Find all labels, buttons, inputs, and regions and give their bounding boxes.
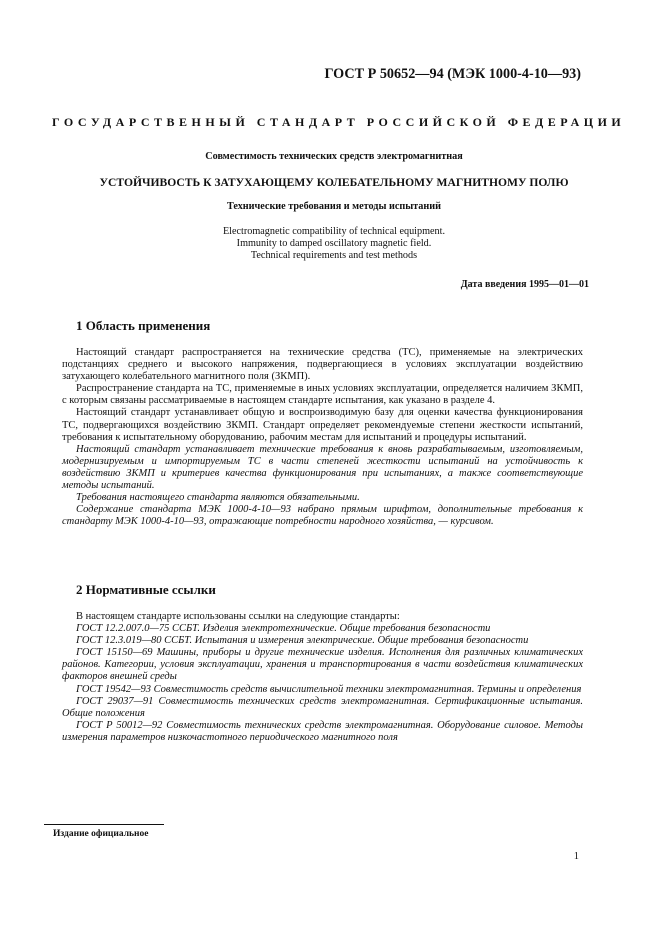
- reference-item: ГОСТ 19542—93 Совместимость средств вычислительной техники электромагнитная. Термины и определения: [76, 683, 582, 695]
- page-number: 1: [573, 851, 579, 862]
- paragraph-italic: Настоящий стандарт устанавливает технические требования к вновь разрабатываемым, изготовляемым, модернизируемым и импортируемым ТС в части степеней жесткости испытаний на устойчивость к воздействию ЗКМП и критериев качества функционирования при испытаниях, а также соответствующие методы испытаний.: [62, 443, 583, 492]
- standard-number-header: ГОСТ Р 50652—94 (МЭК 1000-4-10—93): [324, 66, 581, 82]
- reference-item: ГОСТ 15150—69 Машины, приборы и другие технические изделия. Исполнения для различных климатических районов. Категории, условия эксплуатации, хранения и транспортирования в части воздействия климатических факторов внешней среды: [62, 647, 583, 683]
- section-1-heading: 1 Область применения: [76, 318, 211, 333]
- state-standard-banner: ГОСУДАРСТВЕННЫЙ СТАНДАРТ РОССИЙСКОЙ ФЕДЕРАЦИИ: [52, 115, 626, 129]
- english-title-line: Technical requirements and test methods: [250, 249, 418, 261]
- paragraph: Распространение стандарта на ТС, применяемые в иных условиях эксплуатации, определяется наличием ЗКМП, с которым связаны рассматриваемые в настоящем стандарте испытания, как указано в разделе 4.: [62, 383, 583, 407]
- paragraph-italic: Содержание стандарта МЭК 1000-4-10—93 набрано прямым шрифтом, дополнительные требования к стандарту МЭК 1000-4-10—93, отражающие потребности народного хозяйства, — курсивом.: [62, 504, 583, 528]
- paragraph-italic: Требования настоящего стандарта являются обязательными.: [76, 492, 360, 504]
- section-1-body: [62, 347, 583, 528]
- effective-date: Дата введения 1995—01—01: [460, 279, 589, 290]
- document-title: УСТОЙЧИВОСТЬ К ЗАТУХАЮЩЕМУ КОЛЕБАТЕЛЬНОМУ МАГНИТНОМУ ПОЛЮ: [99, 176, 569, 189]
- section-2-body: [62, 611, 583, 744]
- edition-label: Издание официальное: [53, 829, 149, 839]
- reference-item: ГОСТ 29037—91 Совместимость технических средств электромагнитная. Сертификационные испытания. Общие положения: [62, 695, 583, 719]
- title-subtitle-top: Совместимость технических средств электромагнитная: [205, 151, 463, 162]
- reference-item: ГОСТ 12.3.019—80 ССБТ. Испытания и измерения электрические. Общие требования безопасности: [76, 635, 529, 647]
- english-title-line: Electromagnetic compatibility of technical equipment.: [222, 226, 446, 237]
- footer-divider: [44, 824, 164, 825]
- section-2-heading: 2 Нормативные ссылки: [76, 582, 216, 597]
- reference-item: ГОСТ 12.2.007.0—75 ССБТ. Изделия электротехнические. Общие требования безопасности: [76, 623, 491, 635]
- english-title-block: [52, 226, 616, 261]
- english-title-line: Immunity to damped oscillatory magnetic field.: [236, 237, 432, 249]
- paragraph: В настоящем стандарте использованы ссылки на следующие стандарты:: [76, 611, 400, 622]
- reference-item: ГОСТ Р 50012—92 Совместимость технических средств электромагнитная. Оборудование силовое. Методы измерения параметров низкочастотного периодического магнитного поля: [62, 719, 583, 743]
- paragraph: Настоящий стандарт распространяется на технические средства (ТС), применяемые на электрических подстанциях среднего и высокого напряжения, подвергающиеся в условиях эксплуатации воздействию затухающего колебательного магнитного поля (ЗКМП).: [62, 347, 583, 383]
- title-subtitle-bottom: Технические требования и методы испытаний: [226, 201, 442, 212]
- paragraph: Настоящий стандарт устанавливает общую и воспроизводимую базу для оценки качества функционирования ТС, подвергающихся воздействию ЗКМП. Стандарт определяет рекомендуемые степени жесткости испытаний, требования к испытательному оборудованию, рабочим местам для испытаний и процедуры испытаний.: [62, 407, 583, 443]
